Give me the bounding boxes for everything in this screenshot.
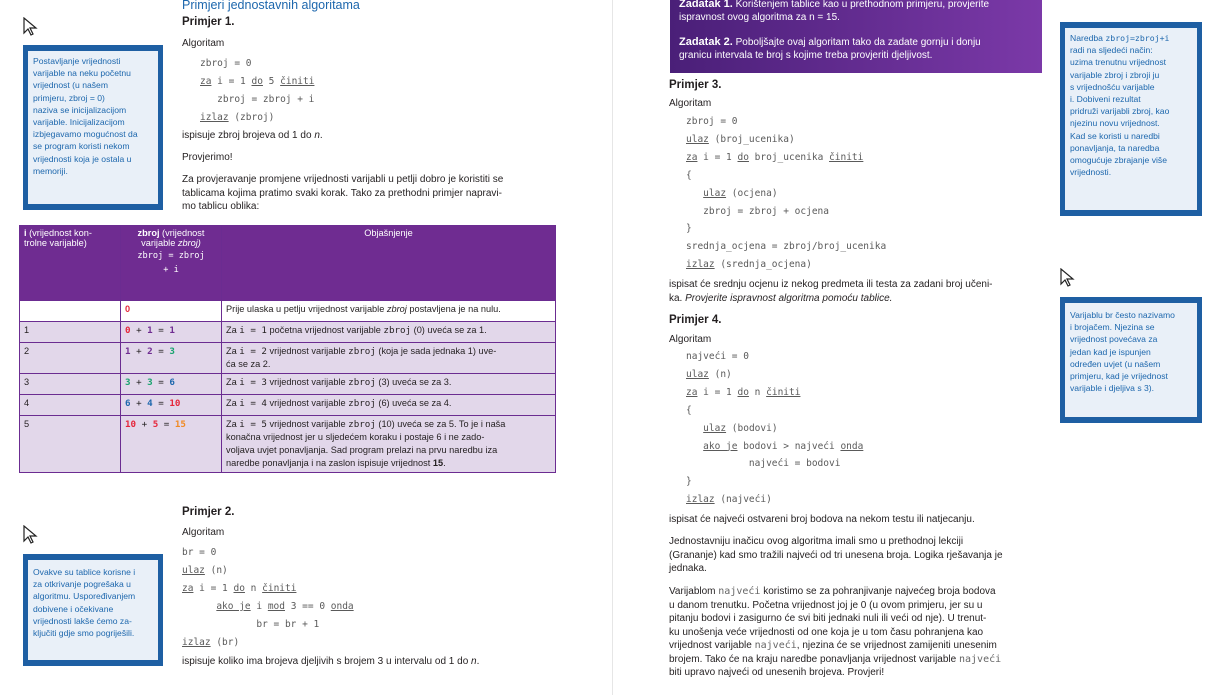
- text-line: i brojačem. Njezina se: [1070, 322, 1155, 333]
- text-line: vrijednost (u našem: [33, 80, 108, 91]
- code-line: najveći = 0: [686, 351, 749, 362]
- primjer2-code: [182, 544, 354, 652]
- text-line: varijable na neku početnu: [33, 68, 131, 79]
- table-row: 5 10 + 5 = 15 Za i = 5 vrijednost varijable zbroj (10) uveća se za 5. To je i naša konačna vrijednost jer u sljedećem koraku i postaje 6 i ne zado- voljava uvjet ponavljanja. Sad program prelazi na prvu naredbu iza naredbe ponavljanja i na zaslon ispisuje vrijednost 15.: [20, 416, 556, 473]
- code-line: za i = 1 do broj_ucenika činiti: [686, 151, 864, 163]
- table-intro-paragraph: Za provjeravanje promjene vrijednosti varijabli u petlji dobro je koristiti se tablicama kojima pratimo svaki korak. Tako za prethodni primjer napravi- mo tablicu oblika:: [182, 174, 504, 212]
- zadatak2: Zadatak 2. Poboljšajte ovaj algoritam tako da zadate gornju i donju granicu intervala te broj s kojime treba provjeriti djeljivost.: [679, 36, 981, 61]
- text-line: memoriji.: [33, 165, 68, 176]
- primjer2-description: ispisuje koliko ima brojeva djeljivih s brojem 3 u intervalu od 1 do n.: [182, 656, 480, 667]
- code-line: za i = 1 do n činiti: [182, 583, 297, 594]
- primjer3-code: [686, 113, 886, 274]
- side-note-counter: [1060, 297, 1202, 423]
- text-line: Postavljanje vrijednosti: [33, 56, 121, 66]
- paragraph-simpler-version: [669, 535, 1003, 576]
- text-line: Ovakve su tablice korisne i: [33, 567, 136, 577]
- text-line: pridruži varijabli zbroj, kao: [1070, 106, 1170, 117]
- text-line: radi na sljedeći način:: [1070, 45, 1153, 56]
- cursor-arrow-icon: [22, 525, 40, 545]
- table-header-zbroj: zbroj (vrijednost varijable zbroj) zbroj = zbroj + i: [121, 226, 222, 301]
- table-row: 3 3 + 3 = 6 Za i = 3 vrijednost varijable zbroj (3) uveća se za 3.: [20, 374, 556, 395]
- tasks-banner: [670, 0, 1042, 73]
- text-line: jednaka.: [669, 563, 707, 574]
- code-line: najveći = bodovi: [686, 458, 841, 470]
- text-line: ponavljanja, ta naredba: [1070, 142, 1160, 153]
- text-line: se program koristi nekom: [33, 141, 130, 152]
- code-line: ulaz (n): [686, 368, 732, 380]
- text-line: Varijablom najveći koristimo se za pohranjivanje najvećeg broja bodova: [669, 586, 996, 597]
- text-line: (Grananje) kad smo tražili najveći od tri unesena broja. Logika rješavanja je: [669, 549, 1003, 561]
- code-line: }: [686, 223, 692, 235]
- cursor-arrow-icon: [1059, 268, 1077, 288]
- text-line: određen uvjet (u našem: [1070, 358, 1161, 369]
- text-line: varijable zbroj i zbroji ju: [1070, 69, 1160, 80]
- zadatak1: Zadatak 1. Korištenjem tablice kao u prethodnom primjeru, provjerite ispravnost ovog algoritma za n = 15.: [679, 0, 990, 23]
- side-note-tables: [23, 554, 163, 666]
- code-line: izlaz (zbroj): [200, 112, 275, 123]
- code-line: br = 0: [182, 547, 217, 558]
- side-note-text: [1065, 303, 1197, 417]
- side-note-text: Naredba zbroj=zbroj+i radi na sljedeći način: uzima trenutnu vrijednost varijable zbroj i zbroji ju s vrijednošću varijable i. Dobiveni rezultat pridruži varijabli zbroj, kao njezinu novu vrijednost. Kad se koristi u naredbi ponavljanja, ta naredba omogućuje zbrajanje više vrijednosti.: [1065, 28, 1197, 210]
- paragraph-najveci-variable: [669, 585, 1001, 680]
- primjer1-description: ispisuje zbroj brojeva od 1 do n.: [182, 130, 323, 141]
- text-line: biti upravo najveći od unesenih brojeva. Provjeri!: [669, 667, 885, 678]
- code-line: ulaz (ocjena): [703, 187, 778, 199]
- primjer3-algoritam-label: Algoritam: [669, 98, 712, 109]
- text-line: vrijednosti koja je ostala u: [33, 153, 132, 164]
- primjer4-code: [686, 348, 863, 509]
- code-line: ako je i mod 3 == 0 onda: [216, 601, 354, 612]
- text-line: algoritmu. Uspoređivanjem: [33, 591, 136, 602]
- text-line: njezinu novu vrijednost.: [1070, 118, 1160, 129]
- code-line: ulaz (n): [182, 565, 228, 576]
- primjer4-description: ispisat će najveći ostvareni broj bodova na nekom testu ili natjecanju.: [669, 514, 975, 525]
- side-note-zbroj-statement: [1060, 22, 1202, 216]
- text-line: i. Dobiveni rezultat: [1070, 94, 1141, 105]
- table-row: 0 Prije ulaska u petlju vrijednost varijable zbroj postavljena je na nulu.: [20, 301, 556, 322]
- table-header-objasnjenje: Objašnjenje: [222, 226, 556, 301]
- code-line: za i = 1 do 5 činiti: [200, 76, 315, 87]
- trace-table: [19, 225, 556, 473]
- text-line: jedan kad je ispunjen: [1070, 346, 1151, 357]
- primjer4-algoritam-label: Algoritam: [669, 334, 712, 345]
- code-line: zbroj = zbroj + ocjena: [686, 205, 829, 217]
- code-line: zbroj = 0: [686, 116, 738, 127]
- code-line: {: [686, 404, 692, 416]
- text-line: Jednostavniju inačicu ovog algoritma imali smo u prethodnoj lekciji: [669, 536, 964, 547]
- text-line: primjeru, kad je vrijednost: [1070, 371, 1168, 382]
- text-line: ku unošenja veće vrijednosti od one koja je u tom času pohranjena kao: [669, 626, 984, 638]
- text-line: s vrijednošću varijable: [1070, 81, 1155, 92]
- text-line: primjeru, zbroj = 0): [33, 92, 105, 103]
- text-line: uzima trenutnu vrijednost: [1070, 57, 1167, 68]
- text-line: varijable i djeljiva s 3).: [1070, 383, 1155, 394]
- text-line: dobivene i očekivane: [33, 603, 114, 614]
- code-line: ako je bodovi > najveći onda: [703, 440, 864, 452]
- code-line: izlaz (najveći): [686, 494, 772, 506]
- code-line: izlaz (srednja_ocjena): [686, 259, 812, 271]
- code-line: br = br + 1: [182, 619, 320, 630]
- code-line: {: [686, 169, 692, 181]
- cursor-arrow-icon: [22, 17, 40, 37]
- text-line: vrijednost varijable najveći, njezina će se vrijednost zamijeniti unesenim: [669, 640, 997, 651]
- code-line: }: [686, 476, 692, 488]
- table-row: 1 0 + 1 = 1 Za i = 1 početna vrijednost varijable zbroj (0) uveća se za 1.: [20, 322, 556, 343]
- text-line: Varijablu br često nazivamo: [1070, 310, 1175, 320]
- table-header-i: i (vrijednost kon- trolne varijable): [20, 226, 121, 301]
- primjer3-description: ispisat će srednju ocjenu iz nekog predmeta ili testa za zadani broj učeni- ka. Provjerite ispravnost algoritma pomoću tablice.: [669, 279, 993, 304]
- text-line: vrijednosti.: [1070, 167, 1112, 178]
- primjer2-heading: Primjer 2.: [182, 506, 235, 518]
- table-row: 2 1 + 2 = 3 Za i = 2 vrijednost varijable zbroj (koja je sada jednaka 1) uve- ća se za 2.: [20, 343, 556, 374]
- provjerimo-text: Provjerimo!: [182, 152, 233, 163]
- side-note-text: [28, 51, 158, 204]
- text-line: omogućuje zbrajanje više: [1070, 155, 1167, 166]
- text-line: naziva se inicijalizacijom: [33, 104, 127, 115]
- code-line: za i = 1 do n činiti: [686, 386, 801, 398]
- text-line: za otkrivanje pogrešaka u: [33, 579, 131, 590]
- code-line: izlaz (br): [182, 637, 240, 648]
- text-line: ključiti gdje smo pogriješili.: [33, 628, 135, 639]
- code-line: zbroj = zbroj + i: [200, 94, 315, 105]
- text-line: izbjegavamo mogućnost da: [33, 129, 138, 140]
- text-line: pitanju bodovi i zasigurno će svi biti jednaki nuli ili veći od nje). U trenut-: [669, 613, 987, 624]
- text-line: brojem. Tako će na kraju naredbe ponavljanja vrijednost varijable najveći: [669, 653, 1002, 665]
- primjer1-code: [200, 55, 314, 127]
- table-row: 4 6 + 4 = 10 Za i = 4 vrijednost varijable zbroj (6) uveća se za 4.: [20, 395, 556, 416]
- primjer2-algoritam-label: Algoritam: [182, 527, 225, 538]
- code-line: ulaz (bodovi): [703, 422, 778, 434]
- side-note-text: [28, 560, 158, 660]
- side-note-initialization: [23, 45, 163, 210]
- text-line: vrijednost povećava za: [1070, 334, 1158, 345]
- text-line: varijable. Inicijalizacijom: [33, 117, 125, 128]
- section-title: Primjeri jednostavnih algoritama: [182, 0, 360, 12]
- primjer1-heading: Primjer 1.: [182, 16, 235, 28]
- code-line: zbroj = 0: [200, 58, 252, 69]
- text-line: vrijednosti lakše ćemo za-: [33, 615, 132, 626]
- page-gutter: [612, 0, 613, 695]
- primjer1-algoritam-label: Algoritam: [182, 38, 225, 49]
- code-line: srednja_ocjena = zbroj/broj_ucenika: [686, 241, 887, 253]
- text-line: u danom trenutku. Početna vrijednost joj je 0 (u ovom primjeru, jer su u: [669, 599, 983, 611]
- primjer3-heading: Primjer 3.: [669, 79, 722, 91]
- primjer4-heading: Primjer 4.: [669, 314, 722, 326]
- code-line: ulaz (broj_ucenika): [686, 133, 795, 145]
- text-line: Kad se koristi u naredbi: [1070, 130, 1160, 141]
